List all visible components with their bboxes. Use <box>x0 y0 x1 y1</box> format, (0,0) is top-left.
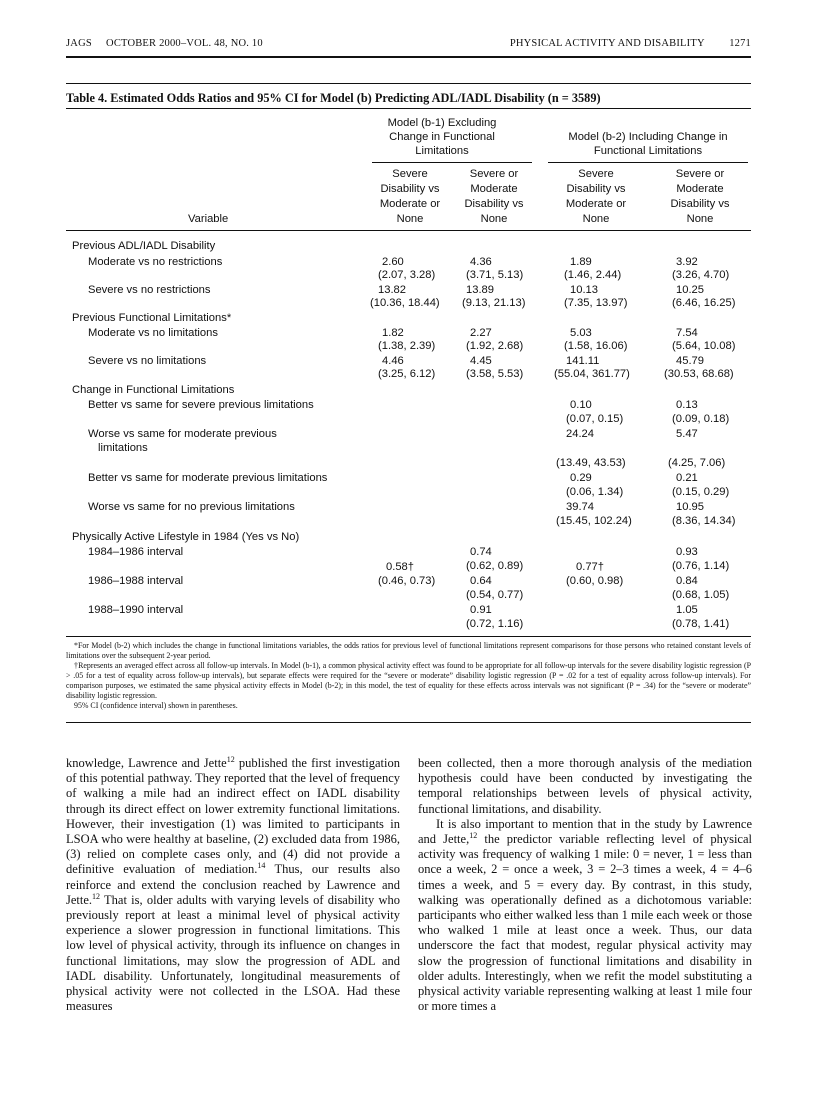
header-bottom-rule <box>66 230 751 231</box>
citation-ref: 12 <box>226 754 235 764</box>
cell-ci: (3.58, 5.53) <box>466 368 524 380</box>
row-label: 1984–1986 interval <box>88 546 184 558</box>
col3-header-line3: Moderate or <box>565 198 627 210</box>
cell-ci: (5.64, 10.08) <box>672 340 736 352</box>
cell-ci: (1.46, 2.44) <box>564 269 622 281</box>
cell-or: 13.89 <box>466 284 494 296</box>
section-label: Physically Active Lifestyle in 1984 (Yes vs No) <box>72 531 300 543</box>
cell-ci: (0.06, 1.34) <box>566 486 624 498</box>
cell-ci: (0.54, 0.77) <box>466 589 524 601</box>
variable-header: Variable <box>188 213 229 225</box>
body-paragraph: It is also important to mention that in the study by Lawrence and Jette,$^{12}$ the predictor variable reflecting level of physical activity was frequency of walking 1 mile: 0 = never, 1 = less than once a week, 2 = once a week, 3 = 2–3 times a week, 4 = 4–6 times a week, and 5 = every day. By contrast, in this study, walking was operationally defined as a dichotomous variable: participants who either walked less than 1 mile each week or those who walked 1 mile at least once a week. Thus, our data underscore the fact that modest, regular physical activity may slow the progression of functional limitations and disability in older adults. Interestingly, when we refit the model substituting a physical activity variable representing walking at least 1 mile four or more times a <box>418 816 752 1014</box>
col1-header-line2: Disability vs <box>380 183 440 195</box>
footnote-ci: 95% CI (confidence interval) shown in parentheses. <box>74 701 238 710</box>
cell-ci: (0.07, 0.15) <box>566 413 624 425</box>
cell-or: 10.13 <box>570 284 598 296</box>
cell-ci: (3.26, 4.70) <box>672 269 730 281</box>
cell-ci: (55.04, 361.77) <box>554 368 630 380</box>
cell-or: 1.89 <box>570 256 592 268</box>
group-header-b1-line2: Change in Functional <box>389 131 495 143</box>
citation-ref: 12 <box>469 830 478 840</box>
body-paragraph: knowledge, Lawrence and Jette$^{12}$ published the first investigation of this potential pathway. They reported that the level of frequency of walking a mile had an indirect effect on IADL disability through its direct effect on lower extremity functional limitations. However, their investigation (1) was limited to participants in LSOA who were healthy at baseline, (2) excluded data from 1986, (3) relied on complete cases only, and (4) did not provide a definitive evaluation of mediation.$^{14}$ Thus, our results also reinforce and extend the conclusion reached by Lawrence and Jette.$^{12}$ That is, older adults with varying levels of disability who previously report at least a minimal level of physical activity experience a slower progression in functional limitations. This low level of physical activity, through its influence on changes in functional limitations, may slow the progression of ADL and IADL disability. Unfortunately, longitudinal measurements of physical activity were not collected in the LSOA. Had these measures <box>66 754 400 1014</box>
cell-ci: (0.76, 1.14) <box>672 560 730 572</box>
cell-or: 39.74 <box>566 501 594 513</box>
cell-ci: (1.58, 16.06) <box>564 340 628 352</box>
cell-or: 3.92 <box>676 256 698 268</box>
cell-ci: (3.71, 5.13) <box>466 269 524 281</box>
col3-header-line4: None <box>582 213 610 225</box>
cell-ci: (2.07, 3.28) <box>378 269 436 281</box>
cell-ci: (1.38, 2.39) <box>378 340 436 352</box>
row-label: Better vs same for moderate previous limitations <box>88 472 328 484</box>
cell-ci-averaged: (0.46, 0.73) <box>378 575 436 587</box>
cell-or: 4.36 <box>470 256 492 268</box>
row-label: 1986–1988 interval <box>88 575 184 587</box>
cell-ci: (0.09, 0.18) <box>672 413 730 425</box>
group-header-b2-line2: Functional Limitations <box>593 145 703 157</box>
group-header-b2-line1: Model (b-2) Including Change in <box>568 131 728 143</box>
cell-or: 0.64 <box>470 575 492 587</box>
cell-or: 5.47 <box>676 428 698 440</box>
cell-ci: (8.36, 14.34) <box>672 515 736 527</box>
cell-or: 0.29 <box>570 472 592 484</box>
body-column-left <box>66 756 400 1014</box>
row-label: Worse vs same for moderate previous <box>88 428 277 440</box>
cell-or: 13.82 <box>378 284 406 296</box>
cell-or: 0.13 <box>676 399 698 411</box>
page-number: 1271 <box>729 38 751 49</box>
col1-header-line4: None <box>396 213 424 225</box>
table-footnotes <box>66 641 751 711</box>
col4-header-line2: Moderate <box>676 183 724 195</box>
cell-ci: (0.72, 1.16) <box>466 618 524 630</box>
cell-ci: (4.25, 7.06) <box>668 457 726 469</box>
col2-header-line1: Severe or <box>469 168 519 180</box>
cell-ci: (0.78, 1.41) <box>672 618 730 630</box>
cell-or-averaged: 0.58† <box>386 561 414 573</box>
col3-header-line1: Severe <box>578 168 614 180</box>
row-label: Worse vs same for no previous limitations <box>88 501 295 513</box>
footnote-dagger: †Represents an averaged effect across all follow-up intervals. In Model (b-1), a common physical activity effect was found to be appropriate for all follow-up intervals for the severe disability logistic regression (P > .05 for a test of equality across follow-up intervals), but separate effects were required for the “severe or moderate” disability logistic regression (P = .02 for a test of equality across follow-up intervals). For comparison purposes, we estimated the same physical activity effects in Model (b-2); in this model, the test of equality for these effects across intervals was not significant (P = .34) for the “severe or moderate” disability logistic regression. <box>66 661 751 700</box>
col2-header-line4: None <box>480 213 508 225</box>
cell-or: 10.95 <box>676 501 704 513</box>
section-label: Previous ADL/IADL Disability <box>72 240 216 252</box>
row-label: Severe vs no restrictions <box>88 284 211 296</box>
col1-header-line1: Severe <box>392 168 428 180</box>
col1-header-line3: Moderate or <box>379 198 441 210</box>
cell-ci: (15.45, 102.24) <box>556 515 632 527</box>
col4-header-line3: Disability vs <box>670 198 730 210</box>
table-end-rule <box>66 722 751 723</box>
issue-info: OCTOBER 2000–VOL. 48, NO. 10 <box>106 38 263 49</box>
body-paragraph: been collected, then a more thorough analysis of the mediation hypothesis could have been conducted by investigating the temporal relationships between levels of physical activity, functional limitations, and disability. <box>418 756 752 816</box>
cell-ci: (10.36, 18.44) <box>370 297 440 309</box>
section-title: PHYSICAL ACTIVITY AND DISABILITY <box>509 38 705 49</box>
row-label: 1988–1990 interval <box>88 604 184 616</box>
col4-header-line1: Severe or <box>675 168 725 180</box>
col4-header-line4: None <box>686 213 714 225</box>
cell-or: 0.21 <box>676 472 698 484</box>
table-title: Table 4. Estimated Odds Ratios and 95% CI for Model (b) Predicting ADL/IADL Disability (n = 3589) <box>66 91 601 105</box>
footnote-asterisk: *For Model (b-2) which includes the change in functional limitations variables, the odds ratios for previous level of functional limitations represent comparisons for those persons who retained constant levels of limitations over the subsequent 2-year period. <box>66 641 751 660</box>
group-header-b1-line3: Limitations <box>415 145 469 157</box>
journal-abbrev: JAGS <box>66 38 92 49</box>
cell-ci: (0.15, 0.29) <box>672 486 730 498</box>
cell-or: 7.54 <box>676 327 698 339</box>
group-rule-b2 <box>548 162 748 163</box>
cell-or: 2.60 <box>382 256 404 268</box>
cell-or: 1.05 <box>676 604 698 616</box>
row-label: Moderate vs no limitations <box>88 327 218 339</box>
cell-or: 0.93 <box>676 546 698 558</box>
citation-ref: 14 <box>257 861 266 871</box>
cell-or: 141.11 <box>566 355 600 367</box>
cell-ci: (1.92, 2.68) <box>466 340 524 352</box>
cell-or: 45.79 <box>676 355 704 367</box>
row-label-cont: limitations <box>98 442 148 454</box>
cell-or: 0.74 <box>470 546 492 558</box>
cell-ci: (0.62, 0.89) <box>466 560 524 572</box>
body-column-right <box>418 756 752 1014</box>
cell-or: 2.27 <box>470 327 492 339</box>
cell-ci-averaged: (0.60, 0.98) <box>566 575 624 587</box>
section-label: Change in Functional Limitations <box>72 384 235 396</box>
cell-ci: (30.53, 68.68) <box>664 368 734 380</box>
cell-ci: (13.49, 43.53) <box>556 457 626 469</box>
row-label: Severe vs no limitations <box>88 355 207 367</box>
row-label: Moderate vs no restrictions <box>88 256 223 268</box>
section-label: Previous Functional Limitations* <box>72 312 232 324</box>
cell-ci: (7.35, 13.97) <box>564 297 628 309</box>
cell-or: 4.46 <box>382 355 404 367</box>
row-label: Better vs same for severe previous limitations <box>88 399 314 411</box>
cell-or: 24.24 <box>566 428 594 440</box>
cell-ci: (9.13, 21.13) <box>462 297 526 309</box>
cell-or: 4.45 <box>470 355 492 367</box>
cell-ci: (0.68, 1.05) <box>672 589 730 601</box>
cell-or: 10.25 <box>676 284 704 296</box>
group-rule-b1 <box>372 162 532 163</box>
cell-or: 5.03 <box>570 327 592 339</box>
table-bottom-rule <box>66 636 751 637</box>
group-header-b1-line1: Model (b-1) Excluding <box>387 117 497 129</box>
col2-header-line3: Disability vs <box>464 198 524 210</box>
cell-or: 0.84 <box>676 575 698 587</box>
cell-ci: (3.25, 6.12) <box>378 368 436 380</box>
cell-or-averaged: 0.77† <box>576 561 604 573</box>
cell-or: 1.82 <box>382 327 404 339</box>
col3-header-line2: Disability vs <box>566 183 626 195</box>
cell-or: 0.10 <box>570 399 592 411</box>
col2-header-line2: Moderate <box>470 183 518 195</box>
cell-or: 0.91 <box>470 604 492 616</box>
cell-ci: (6.46, 16.25) <box>672 297 736 309</box>
citation-ref: 12 <box>92 891 101 901</box>
